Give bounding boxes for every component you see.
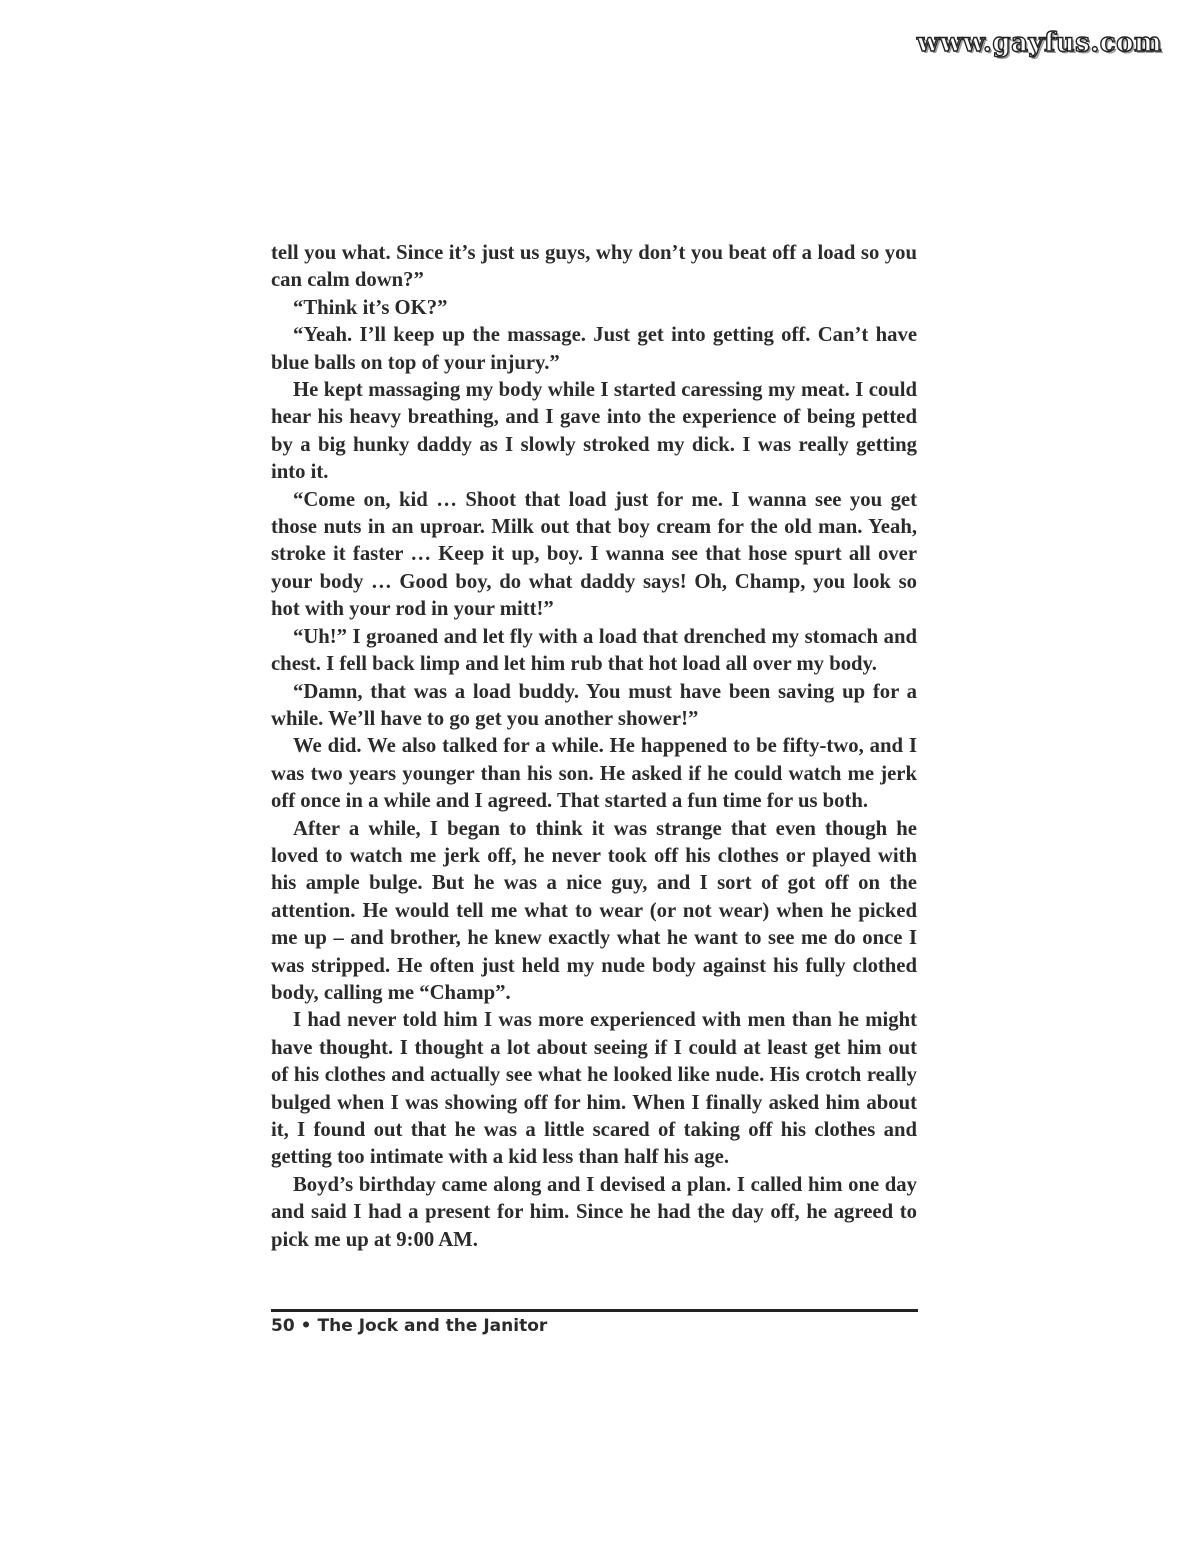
paragraph: “Uh!” I groaned and let fly with a load that drenched my stomach and chest. I fell back limp and let him rub that hot load all over my body. — [271, 625, 917, 676]
paragraph: “Yeah. I’ll keep up the massage. Just get into getting off. Can’t have blue balls on top of your injury.” — [271, 324, 917, 374]
paragraph: “Damn, that was a load buddy. You must have been saving up for a while. We’ll have to go get you another shower!” — [271, 680, 917, 730]
paragraph-continuation: tell you what. Since it’s just us guys, why don’t you beat off a load so you can calm down?” — [271, 242, 917, 292]
footer-bullet: • — [300, 1316, 312, 1336]
paragraph: “Come on, kid … Shoot that load just for me. I wanna see you get those nuts in an uproar. Milk out that boy cream for the old man. Yeah, stroke it faster … Keep it up, boy. I wanna see that hose spurt all over your body … Good boy, do what daddy says! Oh, Champ, you look so hot with your rod in your mitt!” — [271, 488, 917, 621]
paragraph: He kept massaging my body while I started caressing my meat. I could hear his heavy breathing, and I gave into the experience of being petted by a big hunky daddy as I slowly stroked my dick. I was really getting into it. — [271, 379, 917, 484]
page-footer — [271, 1316, 547, 1336]
body-text — [271, 240, 917, 1254]
page-number: 50 — [271, 1316, 295, 1336]
paragraph: “Think it’s OK?” — [293, 296, 448, 319]
paragraph: We did. We also talked for a while. He happened to be fifty-two, and I was two years younger than his son. He asked if he could watch me jerk off once in a while and I agreed. That started a fun time for us both. — [271, 735, 917, 813]
book-title: The Jock and the Janitor — [317, 1316, 548, 1336]
paragraph: After a while, I began to think it was strange that even though he loved to watch me jerk off, he never took off his clothes or played with his ample bulge. But he was a nice guy, and I sort of got off on the attention. He would tell me what to wear (or not wear) when he picked me up – and brother, he knew exactly what he want to see me do once I was stripped. He often just held my nude body against his fully clothed body, calling me “Champ”. — [271, 817, 917, 1004]
watermark-text: www.gayfus.com — [916, 28, 1162, 58]
paragraph: I had never told him I was more experienced with men than he might have thought. I thought a lot about seeing if I could at least get him out of his clothes and actually see what he looked like nude. His crotch really bulged when I was showing off for him. When I finally asked him about it, I found out that he was a little scared of taking off his clothes and getting too intimate with a kid less than half his age. — [271, 1009, 917, 1169]
paragraph: Boyd’s birthday came along and I devised a plan. I called him one day and said I had a present for him. Since he had the day off, he agreed to pick me up at 9:00 AM. — [271, 1173, 917, 1251]
footer-divider — [271, 1309, 918, 1312]
